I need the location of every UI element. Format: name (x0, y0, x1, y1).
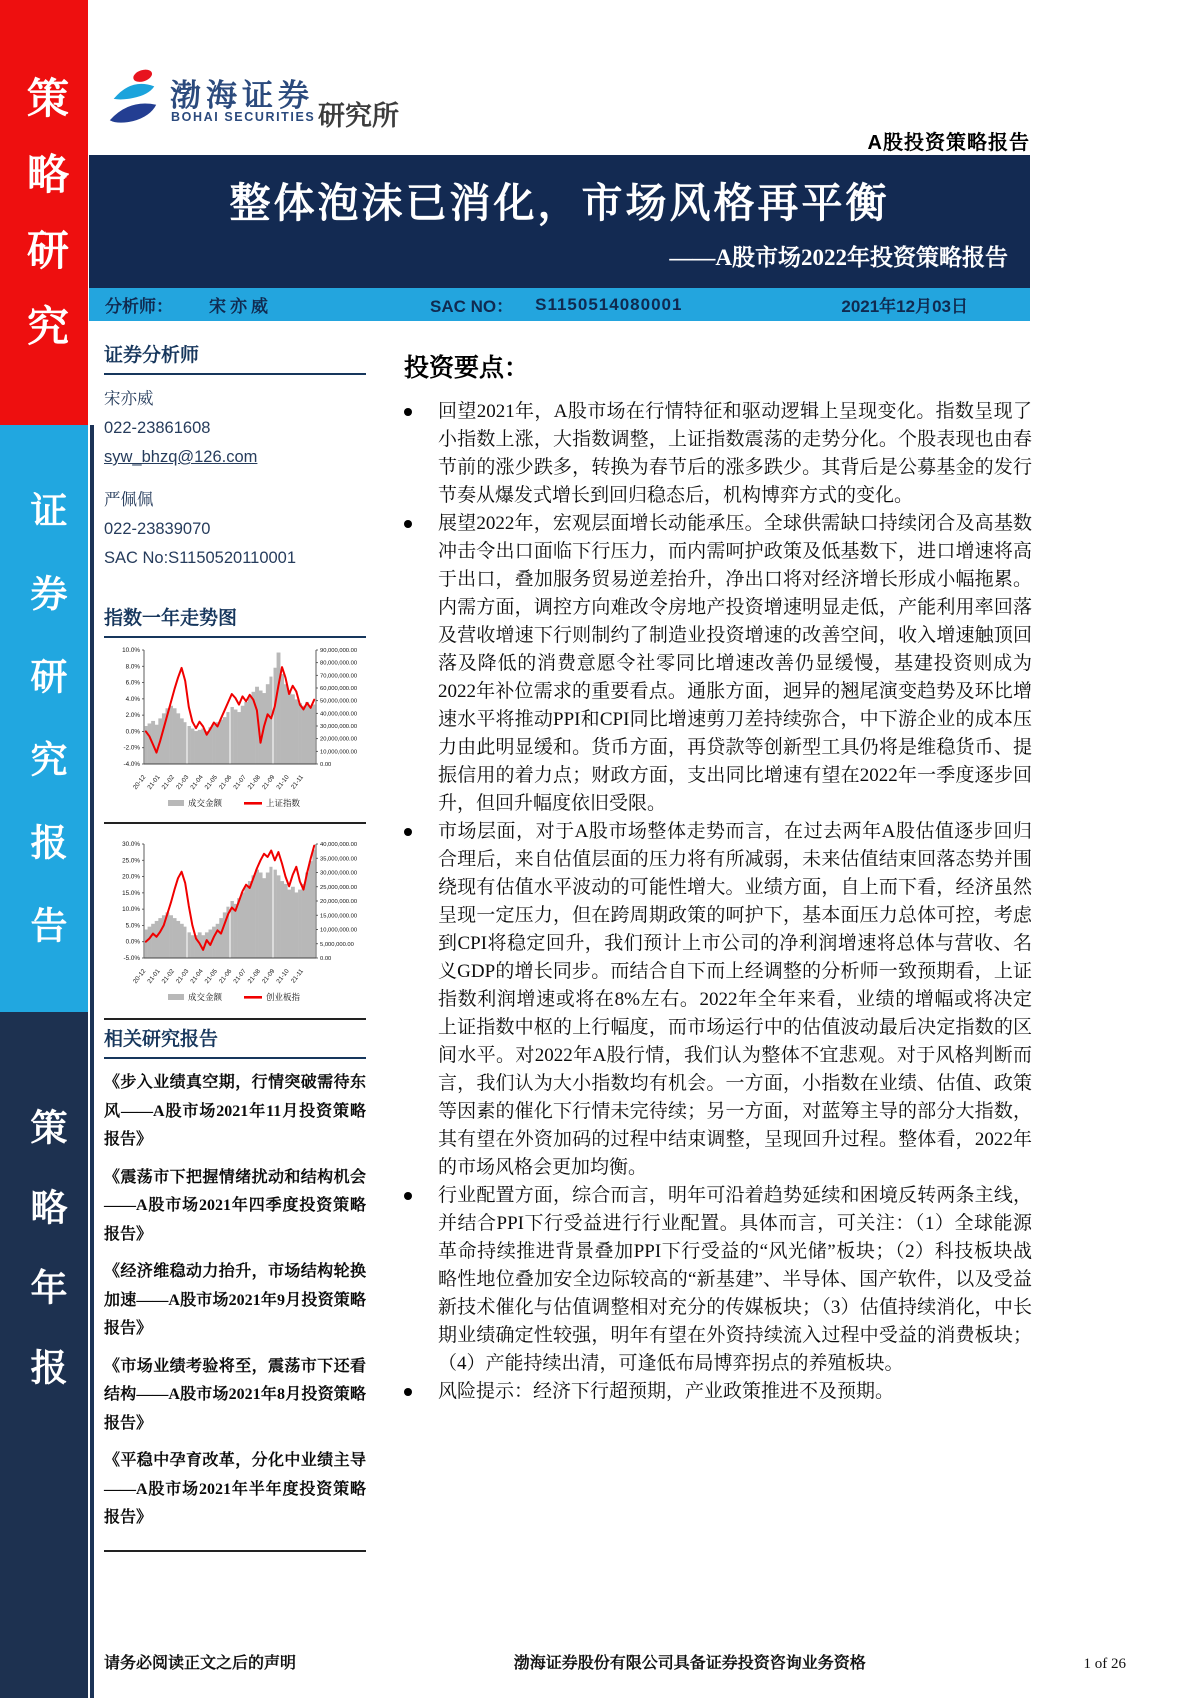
analyst-1-name: 宋亦威 (104, 390, 154, 408)
investment-highlights-section (404, 348, 1032, 1406)
svg-text:25,000,000.00: 25,000,000.00 (320, 884, 358, 891)
bohai-logo-en: BOHAI SECURITIES (171, 110, 316, 124)
svg-text:5,000,000.00: 5,000,000.00 (320, 941, 354, 948)
svg-text:21-02: 21-02 (160, 967, 177, 985)
analyst-2-sac: SAC No:S1150520110001 (104, 549, 297, 567)
sidebar-annual-report-band (0, 1012, 88, 1698)
bullet-dot-icon (404, 1378, 438, 1406)
svg-text:21-07: 21-07 (232, 773, 248, 791)
svg-text:90,000,000.00: 90,000,000.00 (320, 648, 358, 654)
bullet-dot-icon (404, 398, 438, 510)
svg-text:21-03: 21-03 (174, 773, 191, 791)
report-subtitle: ——A股市场2022年投资策略报告 (669, 245, 1008, 270)
index-chart-heading: 指数一年走势图 (104, 603, 366, 638)
research-institute-label: 研究所 (318, 101, 399, 131)
analyst-meta-bar (89, 288, 1030, 321)
svg-text:20.0%: 20.0% (122, 873, 140, 881)
page-footer (104, 1650, 1126, 1673)
svg-text:21-01: 21-01 (146, 967, 162, 985)
chart-divider-line (104, 822, 366, 832)
related-report-link[interactable]: 《步入业绩真空期，行情突破需待东风——A股市场2021年11月投资策略报告》 (104, 1074, 366, 1148)
svg-text:20-12: 20-12 (131, 773, 148, 791)
bullet-outlook-2022: 展望2022年，宏观层面增长动能承压。全球供需缺口持续闭合及高基数冲击令出口面临下行压力，而内需呵护政策及低基数下，进口增速将高于出口，叠加服务贸易逆差抬升，净出口将对经济增长形成小幅拖累。内需方面，调控方向难改令房地产投资增速明显走低，产能利用率回落及营收增速下行则制约了制造业投资增速的改善空间，收入增速触顶回落及降低的消费意愿令社零同比增速改善仍显缓慢，基建投资则成为2022年补位需求的重要看点。通胀方面，迥异的翘尾演变趋势及环比增速水平将推动PPI和CPI同比增速剪刀差持续弥合，中下游企业的成本压力由此明显缓和。货币方面，再贷款等创新型工具仍将是维稳货币、提振信用的着力点；财政方面，支出同比增速有望在2022年一季度逐步回升，但回升幅度依旧受限。 (438, 513, 1032, 814)
svg-text:60,000,000.00: 60,000,000.00 (320, 686, 358, 692)
report-date: 2021年12月03日 (841, 297, 968, 316)
sidebar-annual-report-label: 策略年报 (24, 1108, 65, 1428)
bullet-dot-icon (404, 510, 438, 818)
svg-text:0.0%: 0.0% (125, 938, 140, 946)
svg-text:8.0%: 8.0% (125, 663, 140, 671)
bohai-logo-cn: 渤海证券 (170, 78, 314, 113)
svg-text:80,000,000.00: 80,000,000.00 (320, 660, 358, 667)
svg-text:21-05: 21-05 (203, 967, 220, 985)
svg-text:30,000,000.00: 30,000,000.00 (320, 724, 358, 730)
svg-text:21-11: 21-11 (289, 773, 306, 791)
title-bar (89, 155, 1030, 288)
svg-text:10,000,000.00: 10,000,000.00 (320, 927, 358, 934)
bullet-risk-warning: 风险提示：经济下行超预期，产业政策推进不及预期。 (438, 1381, 895, 1402)
svg-text:70,000,000.00: 70,000,000.00 (320, 673, 358, 680)
svg-text:-2.0%: -2.0% (123, 744, 140, 752)
svg-text:20,000,000.00: 20,000,000.00 (320, 736, 358, 743)
sidebar-strategy-research-band (0, 0, 88, 425)
analysts-heading: 证券分析师 (104, 340, 366, 375)
svg-text:21-11: 21-11 (289, 967, 306, 985)
related-report-link[interactable]: 《经济维稳动力抬升，市场结构轮换加速——A股市场2021年9月投资策略报告》 (104, 1263, 366, 1337)
left-panel (104, 340, 366, 1552)
svg-text:21-07: 21-07 (232, 967, 248, 985)
bullet-dot-icon (404, 1182, 438, 1378)
footer-qualification: 渤海证券股份有限公司具备证券投资咨询业务资格 (513, 1655, 866, 1672)
svg-text:30.0%: 30.0% (122, 841, 140, 848)
svg-text:21-09: 21-09 (260, 967, 277, 985)
bullet-review-2021: 回望2021年，A股市场在行情特征和驱动逻辑上呈现变化。指数呈现了小指数上涨，大指数调整，上证指数震荡的走势分化。个股表现也由春节前的涨少跌多，转换为春节后的涨多跌少。其背后是公募基金的发行节奏从爆发式增长到回归稳态后，机构博弈方式的变化。 (438, 401, 1032, 506)
svg-text:21-10: 21-10 (275, 773, 291, 791)
svg-text:成交金额: 成交金额 (188, 798, 223, 808)
bullet-dot-icon (404, 818, 438, 1182)
footer-disclaimer: 请务必阅读正文之后的声明 (104, 1655, 297, 1672)
bullet-item (404, 510, 1032, 818)
bullet-item (404, 818, 1032, 1182)
bullet-market-level: 市场层面，对于A股市场整体走势而言，在过去两年A股估值逐步回归合理后，来自估值层面的压力将有所减弱，未来估值结束回落态势并围绕现有估值水平波动的可能性增大。业绩方面，自上而下看，经济虽然呈现一定压力，但在跨周期政策的呵护下，基本面压力总体可控，考虑到CPI将稳定回升，我们预计上市公司的净利润增速将总体与营收、名义GDP的增长同步。而结合自下而上经调整的分析师一致预期看，上证指数利润增速或将在8%左右。2022年全年来看，业绩的增幅或将决定上证指数中枢的上行幅度，而市场运行中的估值波动最后决定指数的区间水平。对2022年A股行情，我们认为整体不宜悲观。对于风格判断而言，我们认为大小指数均有机会。一方面，小指数在业绩、估值、政策等因素的催化下行情未完待续；另一方面，对蓝筹主导的部分大指数，其有望在外资加码的过程中结束调整，呈现回升过程。整体看，2022年的市场风格会更加均衡。 (438, 821, 1032, 1178)
svg-text:-4.0%: -4.0% (123, 761, 140, 768)
svg-text:10.0%: 10.0% (122, 906, 140, 914)
svg-text:10,000,000.00: 10,000,000.00 (320, 749, 358, 756)
svg-text:21-01: 21-01 (146, 773, 162, 791)
svg-text:-5.0%: -5.0% (123, 955, 140, 962)
analyst-1-block (104, 385, 366, 573)
analyst-name: 宋亦威 (209, 297, 272, 316)
svg-text:30,000,000.00: 30,000,000.00 (320, 870, 358, 877)
related-report-link[interactable]: 《市场业绩考验将至，震荡市下还看结构——A股市场2021年8月投资策略报告》 (104, 1357, 366, 1432)
sac-no-label: SAC NO： (430, 297, 514, 316)
svg-text:5.0%: 5.0% (125, 922, 140, 930)
svg-text:20,000,000.00: 20,000,000.00 (320, 899, 358, 905)
analyst-label: 分析师： (105, 297, 173, 316)
bohai-logo-swoosh-icon (104, 66, 162, 128)
svg-text:21-05: 21-05 (203, 773, 220, 791)
svg-text:21-03: 21-03 (174, 967, 191, 985)
bullet-item (404, 1378, 1032, 1406)
analyst-1-email-link[interactable]: syw_bhzq@126.com (104, 448, 258, 466)
svg-text:25.0%: 25.0% (122, 857, 140, 865)
svg-text:21-04: 21-04 (189, 967, 205, 985)
sidebar-securities-report-band (0, 425, 88, 1012)
sse-index-volume-chart (104, 646, 366, 816)
report-category-tag: A股投资策略报告 (867, 132, 1030, 154)
svg-text:15.0%: 15.0% (122, 889, 140, 897)
bullet-sector-allocation: 行业配置方面，综合而言，明年可沿着趋势延续和困境反转两条主线，并结合PPI下行受益进行行业配置。具体而言，可关注：（1）全球能源革命持续推进背景叠加PPI下行受益的“风光储”板块；（2）科技板块战略性地位叠加安全边际较高的“新基建”、半导体、国产软件，以及受益新技术催化与估值调整相对充分的传媒板块；（3）估值持续消化，中长期业绩确定性较强，明年有望在外资持续流入过程中受益的消费板块；（4）产能持续出清，可逢低布局博弈拐点的养殖板块。 (438, 1185, 1032, 1374)
sidebar-divider-line (90, 425, 94, 1698)
svg-text:创业板指: 创业板指 (266, 992, 301, 1002)
svg-text:0.00: 0.00 (320, 762, 332, 768)
svg-text:上证指数: 上证指数 (266, 798, 301, 808)
footer-page-number: 1 of 26 (1083, 1656, 1126, 1672)
svg-text:6.0%: 6.0% (125, 679, 140, 687)
svg-text:21-02: 21-02 (160, 773, 177, 791)
analyst-2-name: 严佩佩 (104, 491, 154, 509)
svg-text:20-12: 20-12 (131, 967, 148, 985)
sac-no-value: S1150514080001 (535, 294, 683, 314)
analyst-2-phone: 022-23839070 (104, 520, 211, 538)
svg-text:0.0%: 0.0% (125, 728, 140, 736)
svg-text:21-09: 21-09 (260, 773, 277, 791)
analyst-1-phone: 022-23861608 (104, 419, 211, 437)
svg-text:10.0%: 10.0% (122, 647, 140, 654)
svg-text:40,000,000.00: 40,000,000.00 (320, 842, 358, 848)
svg-text:成交金额: 成交金额 (188, 992, 223, 1002)
svg-text:21-08: 21-08 (246, 773, 263, 791)
sidebar-securities-report-label: 证券研究报告 (24, 491, 65, 989)
related-report-link[interactable]: 《平稳中孕育改革，分化中业绩主导——A股市场2021年半年度投资策略报告》 (104, 1452, 366, 1526)
related-report-link[interactable]: 《震荡市下把握情绪扰动和结构机会——A股市场2021年四季度投资策略报告》 (104, 1168, 366, 1243)
chinext-index-volume-chart (104, 840, 366, 1010)
svg-text:21-06: 21-06 (217, 773, 234, 791)
svg-text:0.00: 0.00 (320, 956, 332, 962)
svg-text:21-06: 21-06 (217, 967, 234, 985)
svg-text:40,000,000.00: 40,000,000.00 (320, 711, 358, 718)
spacer (104, 472, 366, 486)
svg-text:21-04: 21-04 (189, 773, 205, 791)
sidebar-strategy-research-label: 策略研究 (21, 76, 67, 380)
svg-text:15,000,000.00: 15,000,000.00 (320, 913, 358, 920)
investment-highlights-heading: 投资要点： (404, 355, 530, 382)
related-reports-heading: 相关研究报告 (104, 1024, 366, 1059)
bullet-item (404, 398, 1032, 510)
svg-text:2.0%: 2.0% (125, 712, 140, 720)
bullet-item (404, 1182, 1032, 1378)
related-reports-top-rule (104, 1018, 366, 1020)
svg-text:21-10: 21-10 (275, 967, 291, 985)
report-title: 整体泡沫已消化，市场风格再平衡 (229, 180, 890, 226)
svg-text:50,000,000.00: 50,000,000.00 (320, 698, 358, 705)
svg-text:4.0%: 4.0% (125, 695, 140, 703)
related-reports-list (104, 1069, 366, 1552)
svg-text:21-08: 21-08 (246, 967, 263, 985)
svg-text:35,000,000.00: 35,000,000.00 (320, 856, 358, 863)
